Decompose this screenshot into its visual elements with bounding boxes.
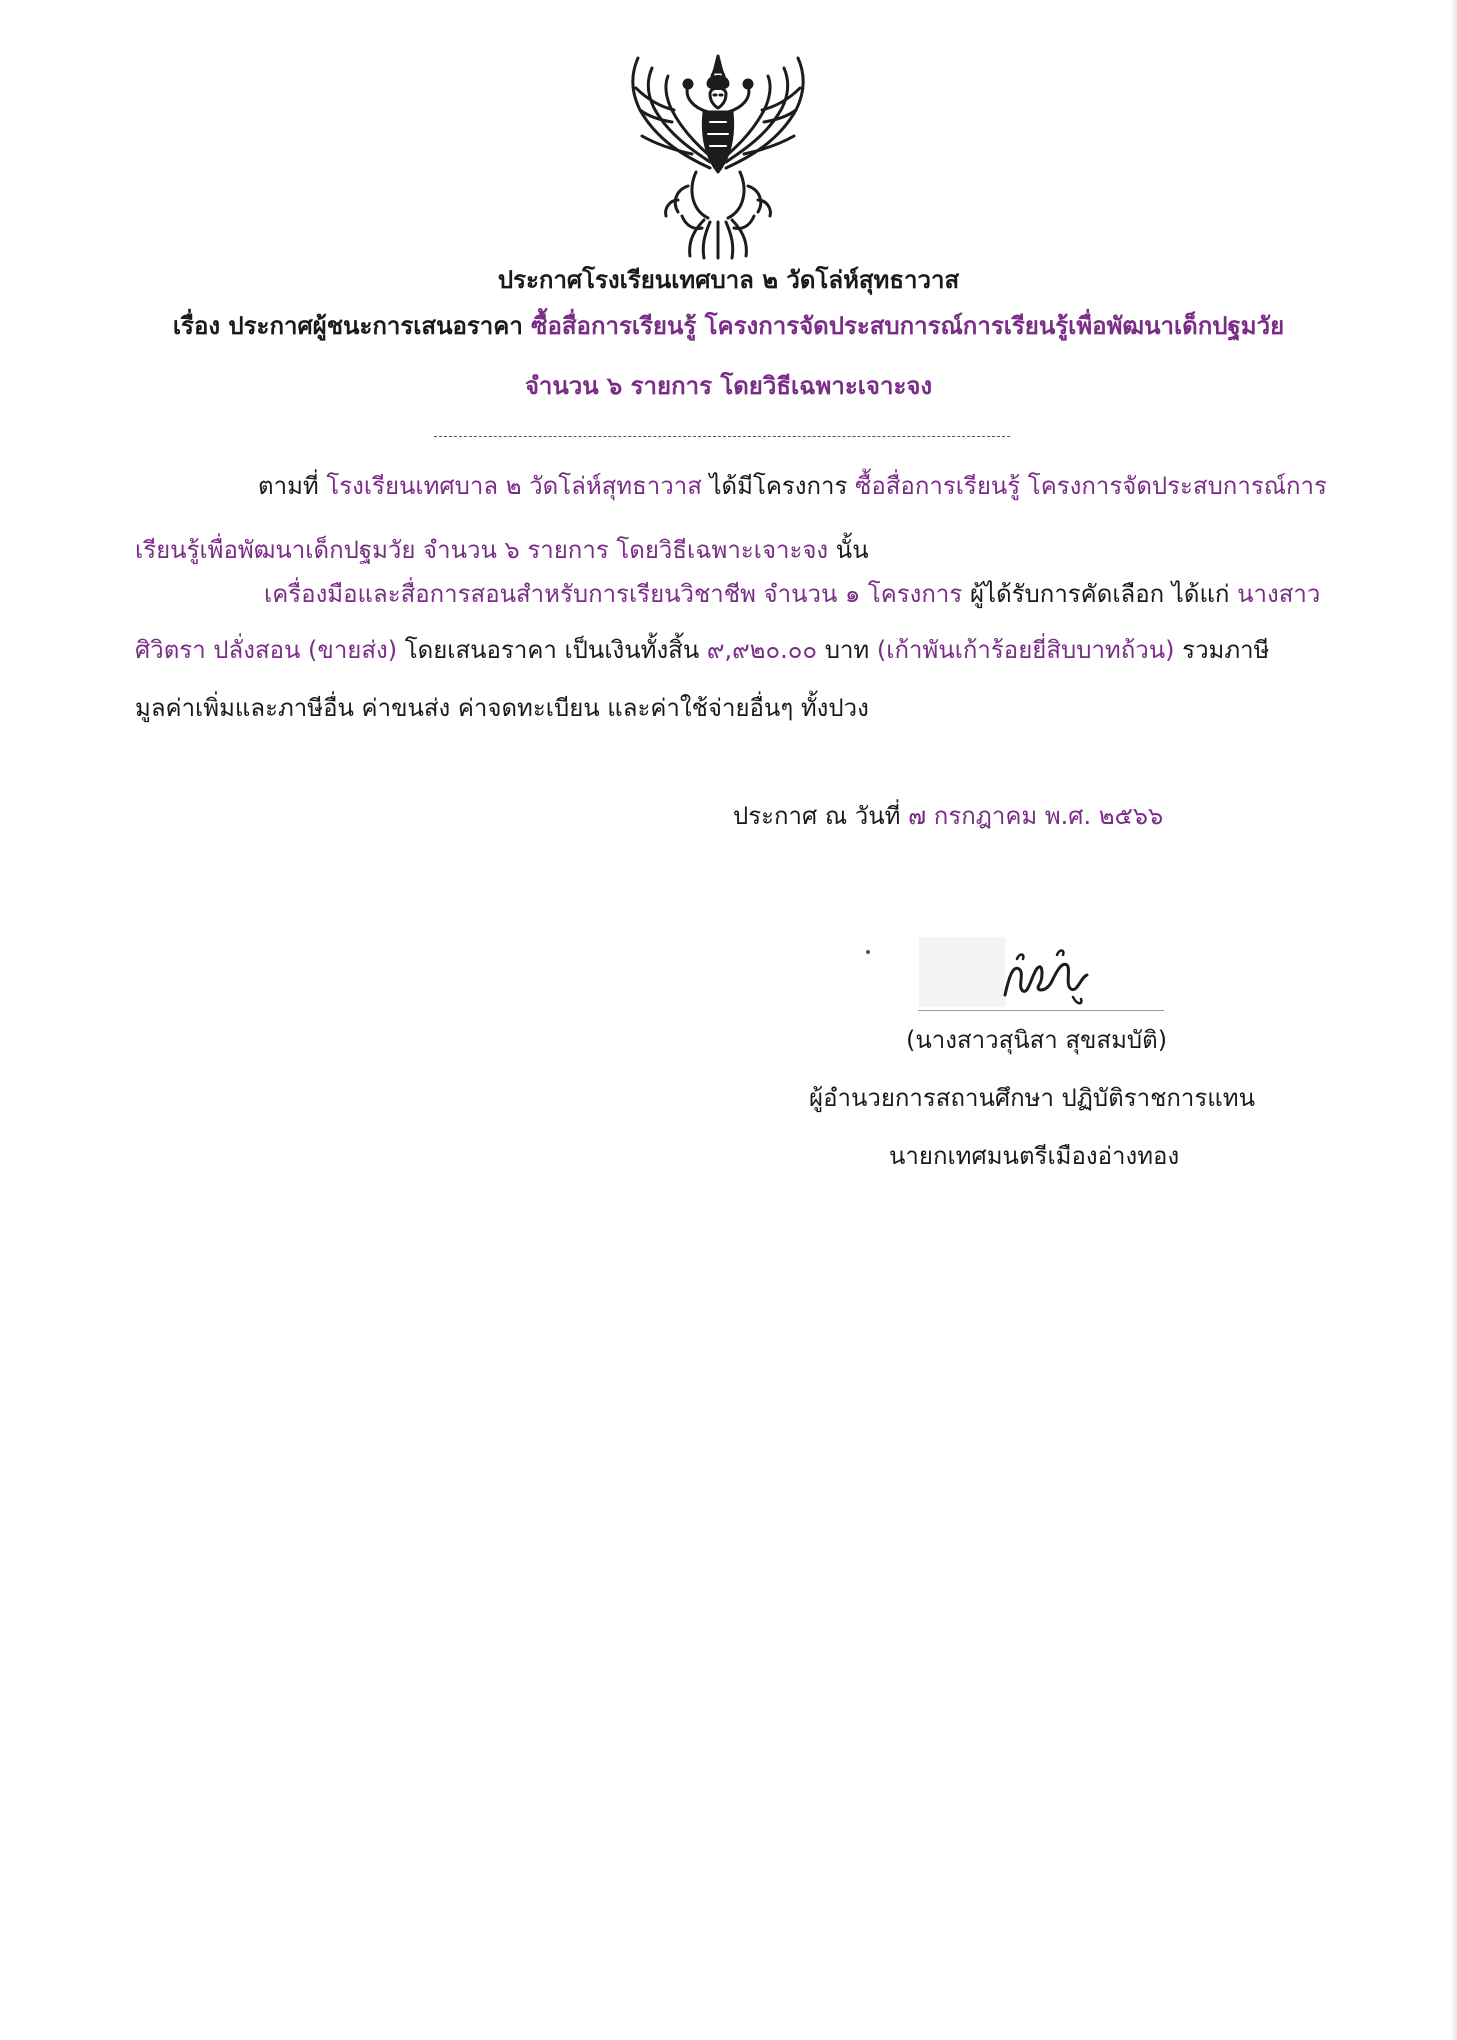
announcement-title: ประกาศโรงเรียนเทศบาล ๒ วัดโล่ห์สุทธาวาส xyxy=(497,266,960,294)
body-line-3 xyxy=(264,578,1320,610)
body-text: ผู้ได้รับการคัดเลือก ได้แก่ xyxy=(969,580,1230,608)
body-text: รวมภาษี xyxy=(1182,636,1270,664)
subject-highlight: ซื้อสื่อการเรียนรู้ โครงการจัดประสบการณ์การเรียนรู้เพื่อพัฒนาเด็กปฐมวัย xyxy=(531,312,1285,340)
body-line-1 xyxy=(258,470,1327,502)
body-text: ได้มีโครงการ xyxy=(709,472,848,500)
signer-name: (นางสาวสุนิสา สุขสมบัติ) xyxy=(906,1026,1168,1054)
school-name: โรงเรียนเทศบาล ๒ วัดโล่ห์สุทธาวาส xyxy=(326,472,702,500)
page-edge xyxy=(1451,0,1457,2040)
body-text: นั้น xyxy=(835,536,869,564)
project-name: ซื้อสื่อการเรียนรู้ โครงการจัดประสบการณ์การ xyxy=(855,472,1327,500)
currency: บาท xyxy=(824,636,870,664)
body-text: ตามที่ xyxy=(258,472,319,500)
signer-position: ผู้อำนวยการสถานศึกษา ปฏิบัติราชการแทน xyxy=(809,1084,1255,1112)
body-line-2 xyxy=(135,534,869,566)
project-name-cont: เรียนรู้เพื่อพัฒนาเด็กปฐมวัย จำนวน ๖ รายการ โดยวิธีเฉพาะเจาะจง xyxy=(135,536,829,564)
date-value: ๗ กรกฎาคม พ.ศ. ๒๕๖๖ xyxy=(908,802,1164,830)
signature-line xyxy=(918,1010,1164,1011)
vendor-name: ศิวิตรา ปลั่งสอน (ขายส่ง) xyxy=(135,636,398,664)
price-words: (เก้าพันเก้าร้อยยี่สิบบาทถ้วน) xyxy=(876,636,1175,664)
garuda-emblem-icon xyxy=(618,50,818,265)
announcement-date xyxy=(733,800,1163,832)
subject-prefix: เรื่อง ประกาศผู้ชนะการเสนอราคา xyxy=(172,312,523,340)
vendor-title: นางสาว xyxy=(1237,580,1321,608)
signer-authority: นายกเทศมนตรีเมืองอ่างทอง xyxy=(889,1142,1180,1170)
ink-dot xyxy=(866,950,870,954)
body-text: โดยเสนอราคา เป็นเงินทั้งสิ้น xyxy=(404,636,700,664)
header-divider xyxy=(434,436,1010,437)
item-description: เครื่องมือและสื่อการสอนสำหรับการเรียนวิชาชีพ จำนวน ๑ โครงการ xyxy=(264,580,963,608)
announcement-subject xyxy=(0,310,1457,342)
subject-line3: จำนวน ๖ รายการ โดยวิธีเฉพาะเจาะจง xyxy=(524,372,933,400)
handwritten-signature xyxy=(905,925,1145,1015)
price-amount: ๙,๙๒๐.๐๐ xyxy=(706,636,818,664)
date-label: ประกาศ ณ วันที่ xyxy=(733,802,901,830)
body-line-5: มูลค่าเพิ่มและภาษีอื่น ค่าขนส่ง ค่าจดทะเบียน และค่าใช้จ่ายอื่นๆ ทั้งปวง xyxy=(135,694,869,722)
body-line-4 xyxy=(135,634,1269,666)
